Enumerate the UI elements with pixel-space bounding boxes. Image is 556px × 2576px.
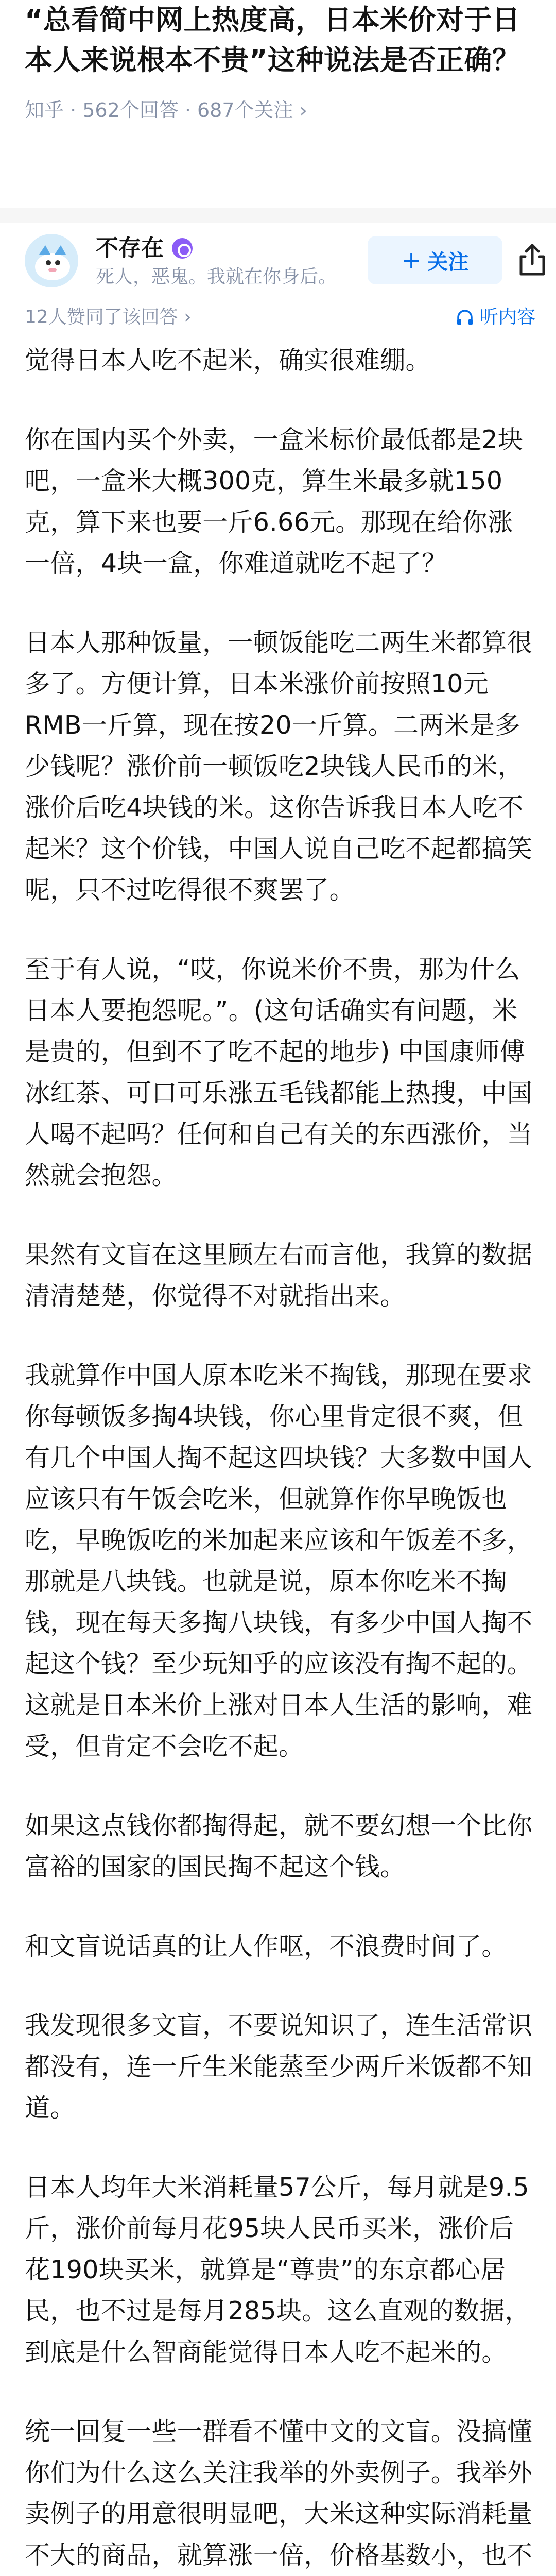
author-bio: 死人，恶鬼。我就在你身后。	[96, 266, 337, 287]
author-name-row[interactable]	[96, 234, 193, 263]
share-icon[interactable]	[513, 240, 552, 279]
answer-paragraph: 和文盲说话真的让人作呕，不浪费时间了。	[25, 1931, 507, 1961]
listen-label: 听内容	[479, 307, 535, 328]
author-bar	[25, 227, 535, 294]
question-header[interactable]	[25, 0, 535, 123]
verified-badge-icon	[172, 238, 193, 259]
headphone-icon	[455, 308, 475, 327]
answer-paragraph: 统一回复一些一群看不懂中文的文盲。没搞懂你们为什么这么关注我举的外卖例子。我举外卖例子的用意很明显吧，大米这种实际消耗量不大的商品，就算涨一倍，价格基数小，也不	[25, 2417, 533, 2570]
question-meta[interactable]: 知乎 · 562个回答 · 687个关注 ›	[25, 99, 307, 122]
cartoon-avatar-icon	[25, 234, 78, 287]
author-name[interactable]: 不存在	[96, 235, 164, 261]
follow-label: 关注	[427, 250, 469, 274]
answer-paragraph: 如果这点钱你都掏得起，就不要幻想一个比你富裕的国家的国民掏不起这个钱。	[25, 1811, 533, 1882]
section-divider	[0, 208, 556, 223]
listen-button[interactable]	[455, 304, 535, 331]
avatar[interactable]	[25, 234, 78, 287]
answer-paragraph: 我就算作中国人原本吃米不掏钱，那现在要求你每顿饭多掏4块钱，你心里肯定很不爽，但有几个中国人掏不起这四块钱？大多数中国人应该只有午饭会吃米，但就算作你早晚饭也吃，早晚饭吃的米加起来应该和午饭差不多，那就是八块钱。也就是说，原本你吃米不掏钱，现在每天多掏八块钱，有多少中国人掏不起这个钱？至少玩知乎的应该没有掏不起的。这就是日本米价上涨对日本人生活的影响，难受，但肯定不会吃不起。	[25, 1361, 533, 1761]
answer-content	[25, 340, 537, 2576]
plus-icon: +	[401, 246, 422, 274]
question-title[interactable]: “总看简中网上热度高，日本米价对于日本人来说根本不贵”这种说法是否正确？	[25, 4, 520, 76]
answer-paragraph: 日本人均年大米消耗量57公斤，每月就是9.5斤，涨价前每月花95块人民币买米，涨价后花190块买米，就算是“尊贵”的东京都心居民，也不过是每月285块。这么直观的数据，到底是什么智商能觉得日本人吃不起米的。	[25, 2173, 530, 2367]
answer-paragraph: 至于有人说，“哎，你说米价不贵，那为什么日本人要抱怨呢。”。(这句话确实有问题，米是贵的，但到不了吃不起的地步) 中国康师傅冰红茶、可口可乐涨五毛钱都能上热搜，中国人喝不起吗？任何和自己有关的东西涨价，当然就会抱怨。	[25, 955, 533, 1190]
follow-button[interactable]	[368, 236, 502, 284]
answer-paragraph: 果然有文盲在这里顾左右而言他，我算的数据清清楚楚，你觉得不对就指出来。	[25, 1240, 533, 1311]
answer-paragraph: 我发现很多文盲，不要说知识了，连生活常识都没有，连一斤生米能蒸至少两斤米饭都不知道。	[25, 2011, 533, 2123]
upvote-count[interactable]: 12人赞同了该回答 ›	[25, 307, 192, 328]
answer-paragraph: 日本人那种饭量，一顿饭能吃二两生米都算很多了。方便计算，日本米涨价前按照10元RMB一斤算，现在按20一斤算。二两米是多少钱呢？涨价前一顿饭吃2块钱人民币的米，涨价后吃4块钱的米。这你告诉我日本人吃不起米？这个价钱，中国人说自己吃不起都搞笑呢，只不过吃得很不爽罢了。	[25, 628, 533, 905]
answer-stats-row	[25, 304, 535, 331]
answer-paragraph: 你在国内买个外卖，一盒米标价最低都是2块吧，一盒米大概300克，算生米最多就150克，算下来也要一斤6.66元。那现在给你涨一倍，4块一盒，你难道就吃不起了？	[25, 425, 524, 578]
answer-paragraph: 觉得日本人吃不起米，确实很难绷。	[25, 346, 431, 375]
